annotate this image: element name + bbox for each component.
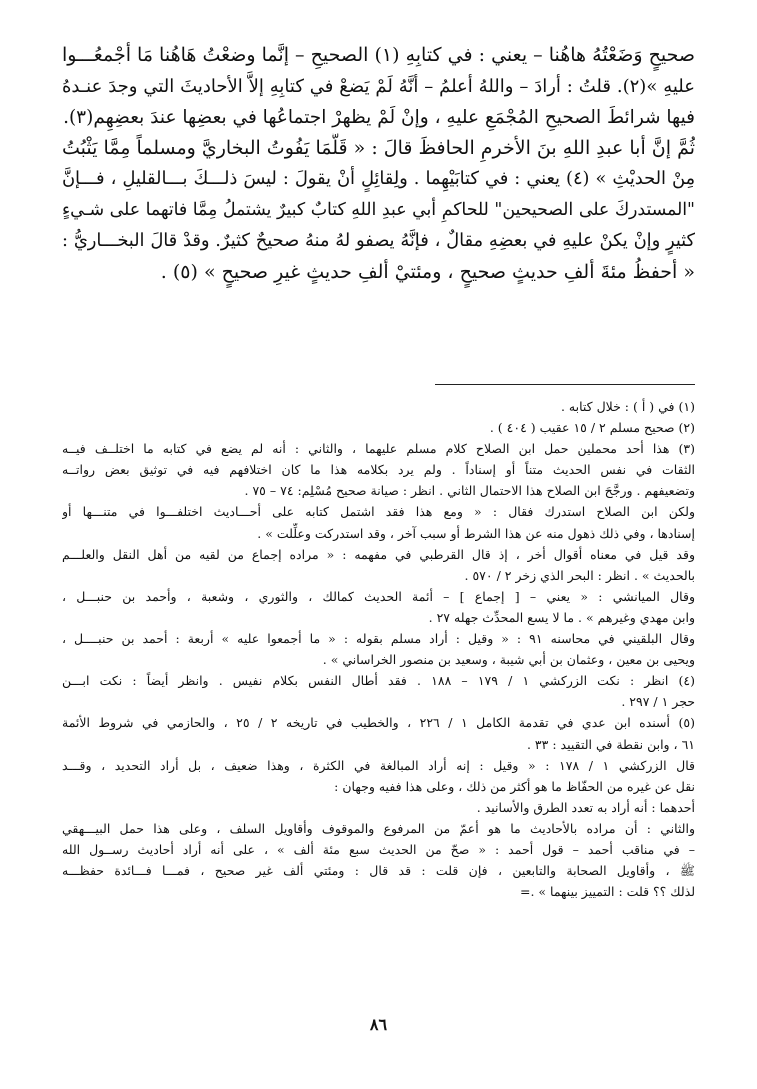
footnote-separator [435,384,695,385]
footnote-line: الثقات في نفس الحديث متناً أو إسناداً . ولم يرد بكلامه هذا ما كان اختلافهم فيه في توثيق بعض رواتــه [62,462,695,478]
footnote-line: وقد قيل في معناه أقوال أخر ، إذ قال القرطبي في مفهمه : « مراده إجماع من لقيه من أهل النقل والعلـــم [62,546,695,562]
main-text-line: « أحفظُ مئةَ ألفِ حديثٍ صحيحٍ ، ومئتيْ ألفِ حديثٍ غيرِ صحيحٍ » (٥) . [160,261,695,283]
footnote-line: ٦١ ، وابن نقطة في التقييد : ٣٣ . [526,736,695,752]
footnote-line: (٣) هذا أحد محملين حمل ابن الصلاح كلام مسلم عليهما ، والثاني : أنه لم يضع في كتابه ما اختلــف فيــه [62,441,695,457]
footnote-line: (١) في ( أ ) : خلال كتابه . [560,399,695,414]
main-text-line: ثُمَّ إنَّ أبا عبدِ اللهِ بنَ الأخرمِ الحافظَ قالَ : « قَلَّمَا يَفُوتُ البخاريَّ ومسلماً مِمَّا يَثْبُتُ [62,137,695,159]
footnote-line: والثاني : أن مراده بالأحاديث ما هو أعمّ من المرفوع والموقوف وأقاويل السلف ، وعلى هذا حمل البيـــهقي [62,820,695,836]
footnote-line: ﷺ ، وأقاويل الصحابة والتابعين ، فإن قلت : قد قال : ومئتي ألف غير صحيح ، فمـــا فـــائدة حفظـــه [62,863,695,879]
footnote-line: لذلك ؟؟ قلت : التمييز بينهما » .= [519,884,695,900]
footnote-line: ولكن ابن الصلاح استدرك فقال : « ومع هذا فقد اشتمل كتابه على أحـــاديث اختلفـــوا في متنـــها أو [62,504,695,520]
main-text-line: "المستدركَ على الصحيحين" للحاكمِ أبي عبدِ اللهِ كتابٌ كبيرٌ يشتملُ مِمَّا فاتهما على شـيءٍ [62,200,695,220]
footnote-line: بالحديث » . انظر : البحر الذي زخر ٢ / ٥٧٠ . [464,567,695,583]
footnote-line: ويحيى بن معين ، وعثمان بن أبي شيبة ، وسعيد بن منصور الخراساني » . [322,652,695,668]
footnote-line: أحدهما : أنه أراد به تعدد الطرق والأسانيد . [476,799,695,815]
main-text-line: صحيحٍ وَضَعْتُهُ هاهُنا – يعني : في كتابِهِ (١) الصحيحِ – إنَّما وضعْتُ هَاهُنا مَا أجْمعُـــوا [62,44,695,66]
main-text-line: فيها شرائطَ الصحيحِ المُجْمَعِ عليهِ ، وإنْ لَمْ يظهرْ اجتماعُها في بعضِها عندَ بعضِهِم(٣). [63,107,695,128]
main-text-line: عليهِ »(٢). قلتُ : أرادَ – واللهُ أعلمُ – أنَّهُ لَمْ يَضعْ في كتابِهِ إلاَّ الأحاديثَ التي وجدَ عنـدهُ [62,76,695,97]
footnote-line: قال الزركشي ١ / ١٧٨ : « وقيل : إنه أراد المبالغة في الكثرة ، وهذا ضعيف ، بل أراد التحديد ، وقـــد [62,757,695,773]
page-number: ٨٦ [369,1015,388,1034]
footnote-line: وقال البلقيني في محاسنه ٩١ : « وقيل : أراد مسلم بقوله : « ما أجمعوا عليه » أربعة : أحمد بن حنبــــل ، [62,631,695,647]
footnote-line: حجر ١ / ٢٩٧ . [621,694,695,710]
footnote-line: وابن مهدي وغيرهم » . ما لا يسع المحدِّث جهله ٢٧ . [428,609,695,625]
footnote-line: (٤) انظر : نكت الزركشي ١ / ١٧٩ – ١٨٨ . فقد أطال النفس بكلام نفيس . وانظر أيضاً : نكت ابـــن [62,673,695,689]
main-text-line: كثيرٍ وإنْ يكنْ عليهِ في بعضِهِ مقالٌ ، فإنَّهُ يصفو لهُ منهُ صحيحٌ كثيرٌ. وقدْ قالَ البخـــاريُّ : [62,231,695,251]
footnote-line: – في مناقب أحمد – قول أحمد : « صحّ من الحديث سبع مئة ألف » ، على أنه أراد أحاديث رســول الله [62,841,695,857]
footnote-line: إسنادها ، وفي ذلك ذهول منه عن هذا الشرط أو سبب آخر ، وقد استدركت وعلِّلت » . [257,525,695,541]
footnotes [62,396,695,902]
main-text [62,40,695,288]
footnote-line: نقل عن غيره من الحفّاظ ما هو أكثر من ذلك ، وعلى هذا ففيه وجهان : [334,778,695,794]
footnote-line: (٢) صحيح مسلم ٢ / ١٥ عقيب ( ٤٠٤ ) . [489,420,695,436]
footnote-line: وقال الميانشي : « يعني – [ إجماع ] – أئمة الحديث كمالك ، والثوري ، وشعبة ، وأحمد بن حنبـــل ، [62,588,695,604]
main-text-line: مِنْ الحديْثِ » (٤) يعني : في كتابَيْهِما . ولِقائِلٍ أنْ يقولَ : ليسَ ذلـــكَ بـــالقليلِ ، فـــإنَّ [62,169,695,189]
footnote-line: (٥) أسنده ابن عدي في تقدمة الكامل ١ / ٢٢٦ ، والخطيب في تاريخه ٢ / ٢٥ ، والحازمي في شروط الأئمة [62,715,695,731]
footnote-line: وتضعيفهم . ورجَّحَ ابن الصلاح هذا الاحتمال الثاني . انظر : صيانة صحيح مُسْلِم: ٧٤ – ٧٥ . [244,483,695,499]
